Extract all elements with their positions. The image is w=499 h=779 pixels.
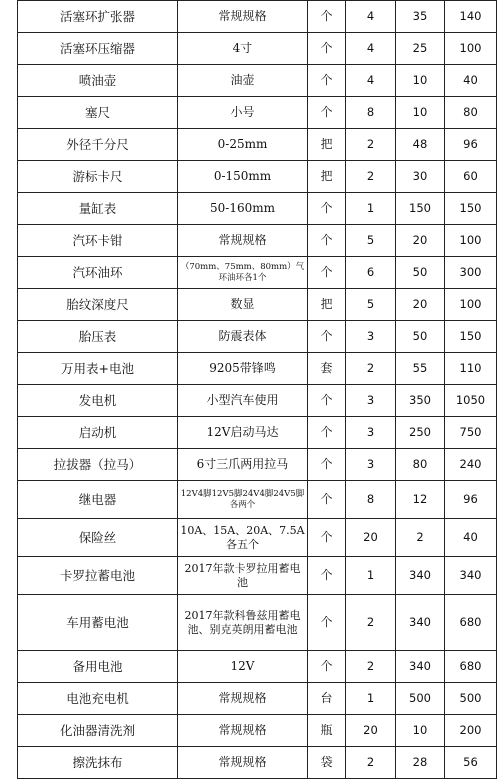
- table-row: [18, 557, 497, 595]
- cell-total: 96: [445, 481, 497, 519]
- cell-qty: 5: [346, 289, 396, 321]
- cell-unit: 套: [308, 353, 346, 385]
- table-row: [18, 129, 497, 161]
- cell-spec: 12V: [178, 651, 308, 683]
- cell-qty: 2: [346, 161, 396, 193]
- cell-spec: 小型汽车使用: [178, 385, 308, 417]
- cell-price: 250: [396, 417, 445, 449]
- cell-price: 10: [396, 65, 445, 97]
- cell-qty: 3: [346, 321, 396, 353]
- cell-qty: 2: [346, 129, 396, 161]
- cell-price: 20: [396, 225, 445, 257]
- cell-price: 10: [396, 715, 445, 747]
- cell-price: 30: [396, 161, 445, 193]
- cell-name: 化油器清洗剂: [18, 715, 178, 747]
- cell-total: 680: [445, 595, 497, 651]
- cell-unit: 个: [308, 1, 346, 33]
- cell-price: 50: [396, 321, 445, 353]
- cell-unit: 个: [308, 321, 346, 353]
- cell-total: 240: [445, 449, 497, 481]
- cell-name: 车用蓄电池: [18, 595, 178, 651]
- cell-spec: 常规规格: [178, 747, 308, 779]
- cell-unit: 个: [308, 385, 346, 417]
- cell-qty: 3: [346, 417, 396, 449]
- cell-spec: 油壶: [178, 65, 308, 97]
- cell-spec: 2017年款卡罗拉用蓄电池: [178, 557, 308, 595]
- cell-price: 340: [396, 595, 445, 651]
- cell-qty: 4: [346, 65, 396, 97]
- cell-name: 启动机: [18, 417, 178, 449]
- cell-unit: 个: [308, 595, 346, 651]
- cell-price: 150: [396, 193, 445, 225]
- table-body: [18, 1, 497, 779]
- cell-spec: 6寸三爪两用拉马: [178, 449, 308, 481]
- cell-spec: 常规规格: [178, 683, 308, 715]
- cell-qty: 3: [346, 449, 396, 481]
- cell-qty: 2: [346, 747, 396, 779]
- cell-spec: 9205带锋鸣: [178, 353, 308, 385]
- cell-spec: 4寸: [178, 33, 308, 65]
- cell-price: 55: [396, 353, 445, 385]
- table-row: [18, 481, 497, 519]
- cell-spec: 防震表体: [178, 321, 308, 353]
- table-row: [18, 519, 497, 557]
- table-row: [18, 257, 497, 289]
- table-row: [18, 417, 497, 449]
- cell-name: 万用表+电池: [18, 353, 178, 385]
- cell-price: 350: [396, 385, 445, 417]
- cell-total: 1050: [445, 385, 497, 417]
- cell-spec: 数显: [178, 289, 308, 321]
- cell-total: 340: [445, 557, 497, 595]
- table-row: [18, 289, 497, 321]
- cell-spec: 常规规格: [178, 715, 308, 747]
- table-row: [18, 225, 497, 257]
- cell-qty: 2: [346, 353, 396, 385]
- cell-unit: 袋: [308, 747, 346, 779]
- cell-qty: 1: [346, 193, 396, 225]
- table-row: [18, 449, 497, 481]
- cell-qty: 1: [346, 557, 396, 595]
- cell-qty: 1: [346, 683, 396, 715]
- cell-name: 擦洗抹布: [18, 747, 178, 779]
- cell-name: 保险丝: [18, 519, 178, 557]
- cell-price: 48: [396, 129, 445, 161]
- cell-total: 100: [445, 225, 497, 257]
- cell-total: 100: [445, 33, 497, 65]
- cell-unit: 个: [308, 257, 346, 289]
- cell-total: 680: [445, 651, 497, 683]
- cell-spec: （70mm、75mm、80mm）气环油环各1个: [178, 257, 308, 289]
- cell-price: 80: [396, 449, 445, 481]
- cell-unit: 个: [308, 225, 346, 257]
- cell-total: 60: [445, 161, 497, 193]
- cell-unit: 台: [308, 683, 346, 715]
- cell-total: 96: [445, 129, 497, 161]
- table-row: [18, 97, 497, 129]
- table-row: [18, 683, 497, 715]
- cell-total: 100: [445, 289, 497, 321]
- table-row: [18, 161, 497, 193]
- cell-name: 活塞环压缩器: [18, 33, 178, 65]
- cell-unit: 个: [308, 97, 346, 129]
- table-row: [18, 321, 497, 353]
- cell-qty: 20: [346, 715, 396, 747]
- cell-name: 游标卡尺: [18, 161, 178, 193]
- table-row: [18, 33, 497, 65]
- cell-price: 10: [396, 97, 445, 129]
- cell-spec: 10A、15A、20A、7.5A各五个: [178, 519, 308, 557]
- cell-total: 140: [445, 1, 497, 33]
- cell-unit: 个: [308, 651, 346, 683]
- cell-unit: 个: [308, 449, 346, 481]
- cell-name: 电池充电机: [18, 683, 178, 715]
- cell-total: 150: [445, 321, 497, 353]
- cell-name: 量缸表: [18, 193, 178, 225]
- table-row: [18, 385, 497, 417]
- cell-price: 500: [396, 683, 445, 715]
- cell-name: 发电机: [18, 385, 178, 417]
- cell-total: 110: [445, 353, 497, 385]
- table-row: [18, 651, 497, 683]
- cell-unit: 个: [308, 193, 346, 225]
- cell-total: 200: [445, 715, 497, 747]
- cell-total: 40: [445, 519, 497, 557]
- cell-price: 2: [396, 519, 445, 557]
- cell-unit: 瓶: [308, 715, 346, 747]
- cell-price: 12: [396, 481, 445, 519]
- cell-qty: 8: [346, 97, 396, 129]
- cell-name: 备用电池: [18, 651, 178, 683]
- table-row: [18, 353, 497, 385]
- cell-unit: 个: [308, 481, 346, 519]
- cell-spec: 常规规格: [178, 1, 308, 33]
- cell-total: 40: [445, 65, 497, 97]
- cell-qty: 20: [346, 519, 396, 557]
- cell-qty: 4: [346, 1, 396, 33]
- cell-price: 28: [396, 747, 445, 779]
- cell-qty: 5: [346, 225, 396, 257]
- cell-unit: 个: [308, 417, 346, 449]
- cell-unit: 个: [308, 33, 346, 65]
- cell-spec: 常规规格: [178, 225, 308, 257]
- cell-price: 25: [396, 33, 445, 65]
- cell-name: 喷油壶: [18, 65, 178, 97]
- cell-spec: 12V4脚12V5脚24V4脚24V5脚各两个: [178, 481, 308, 519]
- cell-name: 塞尺: [18, 97, 178, 129]
- cell-price: 35: [396, 1, 445, 33]
- cell-spec: 0-150mm: [178, 161, 308, 193]
- cell-name: 胎纹深度尺: [18, 289, 178, 321]
- cell-spec: 0-25mm: [178, 129, 308, 161]
- cell-spec: 小号: [178, 97, 308, 129]
- cell-qty: 4: [346, 33, 396, 65]
- cell-spec: 50-160mm: [178, 193, 308, 225]
- cell-total: 80: [445, 97, 497, 129]
- cell-name: 活塞环扩张器: [18, 1, 178, 33]
- cell-unit: 把: [308, 129, 346, 161]
- cell-name: 拉拔器（拉马）: [18, 449, 178, 481]
- cell-name: 汽环油环: [18, 257, 178, 289]
- cell-qty: 2: [346, 651, 396, 683]
- cell-unit: 把: [308, 289, 346, 321]
- cell-qty: 6: [346, 257, 396, 289]
- cell-unit: 个: [308, 557, 346, 595]
- cell-price: 340: [396, 651, 445, 683]
- cell-total: 56: [445, 747, 497, 779]
- cell-name: 汽环卡钳: [18, 225, 178, 257]
- cell-total: 500: [445, 683, 497, 715]
- cell-spec: 12V启动马达: [178, 417, 308, 449]
- table-row: [18, 65, 497, 97]
- table-row: [18, 595, 497, 651]
- cell-price: 340: [396, 557, 445, 595]
- cell-name: 继电器: [18, 481, 178, 519]
- table-row: [18, 193, 497, 225]
- equipment-table: [17, 0, 497, 779]
- cell-qty: 2: [346, 595, 396, 651]
- cell-price: 20: [396, 289, 445, 321]
- cell-unit: 把: [308, 161, 346, 193]
- cell-spec: 2017年款科鲁兹用蓄电池、别克英朗用蓄电池: [178, 595, 308, 651]
- cell-price: 50: [396, 257, 445, 289]
- cell-name: 外径千分尺: [18, 129, 178, 161]
- cell-total: 300: [445, 257, 497, 289]
- table-row: [18, 1, 497, 33]
- cell-total: 150: [445, 193, 497, 225]
- cell-qty: 3: [346, 385, 396, 417]
- cell-unit: 个: [308, 519, 346, 557]
- cell-qty: 8: [346, 481, 396, 519]
- cell-name: 卡罗拉蓄电池: [18, 557, 178, 595]
- table-row: [18, 715, 497, 747]
- cell-name: 胎压表: [18, 321, 178, 353]
- cell-total: 750: [445, 417, 497, 449]
- cell-unit: 个: [308, 65, 346, 97]
